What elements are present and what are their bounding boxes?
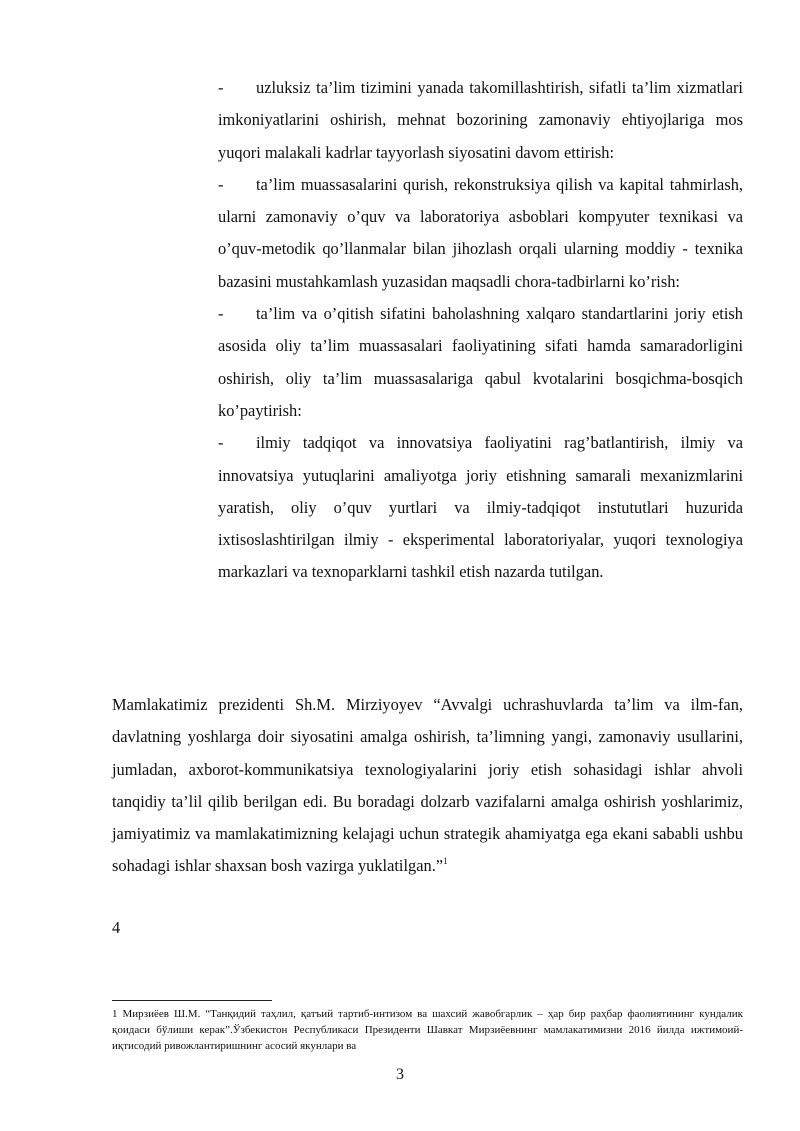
bullet-text: uzluksiz ta’lim tizimini yanada takomillashtirish, sifatli ta’lim xizmatlari imkoniyatlarini oshirish, mehnat bozorining zamonaviy ehtiyojlariga mos yuqori malakali kadrlar tayyorlash siyosatini davom ettirish: (218, 78, 743, 162)
footnote: 1 Мирзиёев Ш.М. “Танқидий таҳлил, қатъий тартиб-интизом ва шахсий жавобгарлик – ҳар бир раҳбар фаолиятининг кундалик қоидаси бўлиши керак”.Ўзбекистон Республикаси Президенти Шавкат Мирзиёевнинг мамлакатимизни 2016 йилда ижтимоий-иқтисодий ривожлантиришнинг асосий якунлари ва (112, 1008, 743, 1052)
bullet-item (218, 72, 743, 169)
bullet-dash: - (218, 304, 224, 324)
bullet-dash: - (218, 174, 224, 194)
bullet-item (218, 427, 743, 588)
page-number: 3 (396, 1066, 404, 1083)
footnote-reference[interactable]: 1 (443, 856, 448, 867)
stray-number: 4 (112, 918, 121, 937)
bullet-dash: - (218, 78, 224, 97)
bullet-text: ta’lim va o’qitish sifatini baholashning xalqaro standartlarini joriy etish asosida oliy ta’lim muassasalari faoliyatining sifati hamda samaradorligini oshirish, oliy ta’lim muassasalariga qabul kvotalarini bosqichma-bosqich ko’paytirish: (218, 304, 743, 420)
quote-text: Mamlakatimiz prezidenti Sh.M. Mirziyoyev “Avvalgi uchrashuvlarda ta’lim va ilm-fan, davlatning yoshlarga doir siyosatini amalga oshirish, ta’limning yangi, zamonaviy usullarini, jumladan, axborot-kommunikatsiya texnologiyalarini joriy etish sohasidagi ishlar ahvoli tanqidiy ta’lil qilib berilgan edi. Bu boradagi dolzarb vazifalarni amalga oshirish yoshlarimiz, jamiyatimiz va mamlakatimizning kelajagi uchun strategik ahamiyatga ega ekani sababli ushbu sohadagi ishlar shaxsan bosh vazirga yuklatilgan.” (112, 695, 743, 876)
bullet-dash: - (218, 433, 224, 453)
bullet-list (218, 72, 743, 589)
bullet-item (218, 298, 743, 427)
bullet-item (218, 169, 743, 298)
bullet-text: ilmiy tadqiqot va innovatsiya faoliyatini rag’batlantirish, ilmiy va innovatsiya yutuqlarini amaliyotga joriy etishning samarali mexanizmlarini yaratish, oliy o’quv yurtlari va ilmiy-tadqiqot instututlari huzurida ixtisoslashtirilgan ilmiy - eksperimental laboratoriyalar, yuqori texnologiya markazlari va texnoparklarni tashkil etish nazarda tutilgan. (218, 433, 743, 582)
quote-paragraph (112, 689, 743, 883)
footnote-divider (112, 1000, 272, 1001)
bullet-text: ta’lim muassasalarini qurish, rekonstruksiya qilish va kapital tahmirlash, ularni zamonaviy o’quv va laboratoriya asboblari kompyuter texnikasi va o’quv-metodik qo’llanmalar bilan jihozlash orqali ularning moddiy - texnika bazasini mustahkamlash yuzasidan maqsadli chora-tadbirlarni ko’rish: (218, 174, 743, 291)
